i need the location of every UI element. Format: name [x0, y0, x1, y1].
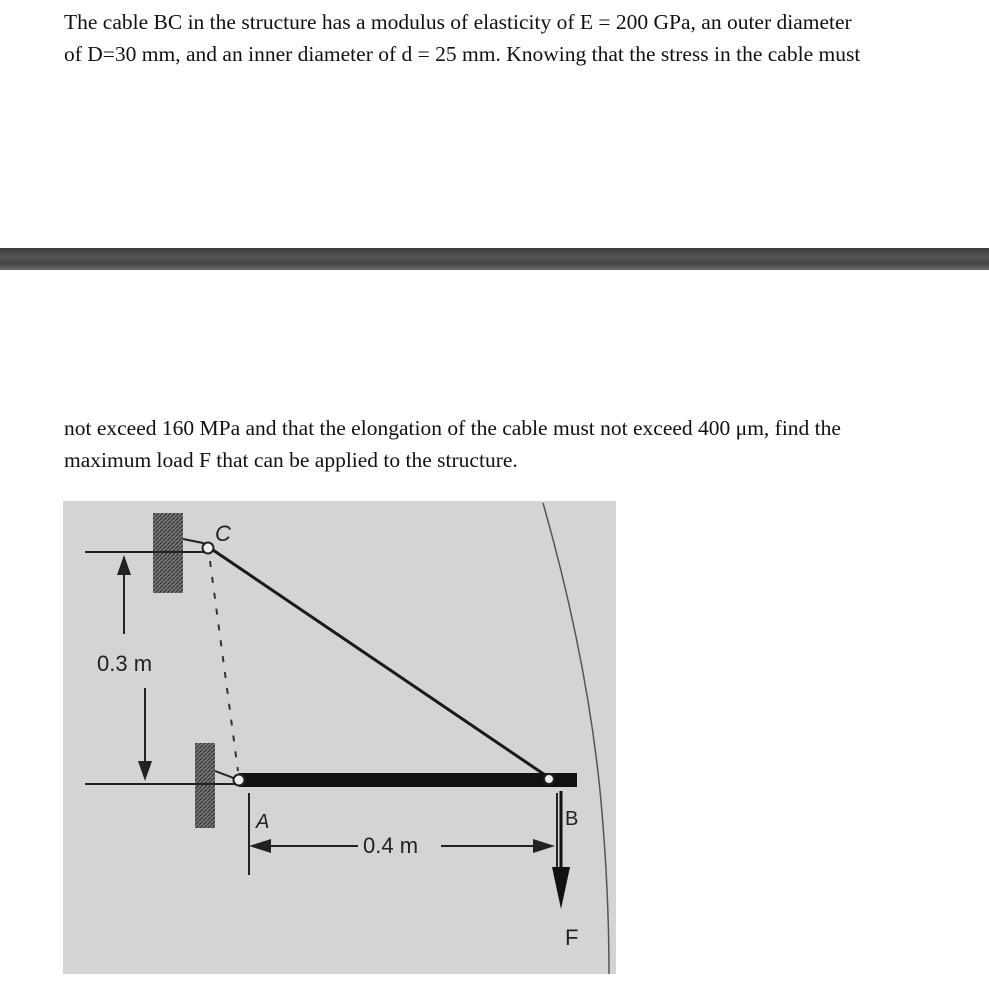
label-c: C [215, 521, 231, 546]
dim-label-horizontal: 0.4 m [363, 833, 419, 858]
label-b: B [565, 808, 579, 830]
cable-bc [210, 548, 548, 777]
dim-arrowhead-up [117, 555, 131, 575]
dim-label-vertical: 0.3 m [97, 651, 153, 676]
problem-text-bottom [64, 412, 964, 476]
text-line-3: not exceed 160 MPa and that the elongation of the cable must not exceed 400 μm, find the [64, 416, 841, 440]
problem-text-top [64, 6, 964, 70]
structure-figure [63, 501, 616, 974]
label-a: A [256, 811, 270, 833]
pin-a [234, 775, 245, 786]
pin-c [203, 543, 214, 554]
page-edge-curve [543, 503, 609, 974]
wall-support-bottom [195, 743, 215, 828]
text-line-1: The cable BC in the structure has a modulus of elasticity of E = 200 GPa, an outer diameter [64, 10, 852, 34]
text-line-4: maximum load F that can be applied to the structure. [64, 448, 518, 472]
dim-arrowhead-right [533, 839, 555, 853]
text-line-2: of D=30 mm, and an inner diameter of d = 25 mm. Knowing that the stress in the cable must [64, 42, 861, 66]
load-f-arrowhead [552, 867, 570, 909]
structure-diagram [63, 501, 616, 974]
dim-arrowhead-down [138, 761, 152, 781]
dim-arrowhead-left [249, 839, 271, 853]
label-f: F [565, 925, 579, 950]
pin-b [544, 774, 554, 784]
beam-ab [239, 773, 577, 787]
dashed-reference-line [210, 561, 238, 771]
page-divider-bar [0, 248, 989, 270]
